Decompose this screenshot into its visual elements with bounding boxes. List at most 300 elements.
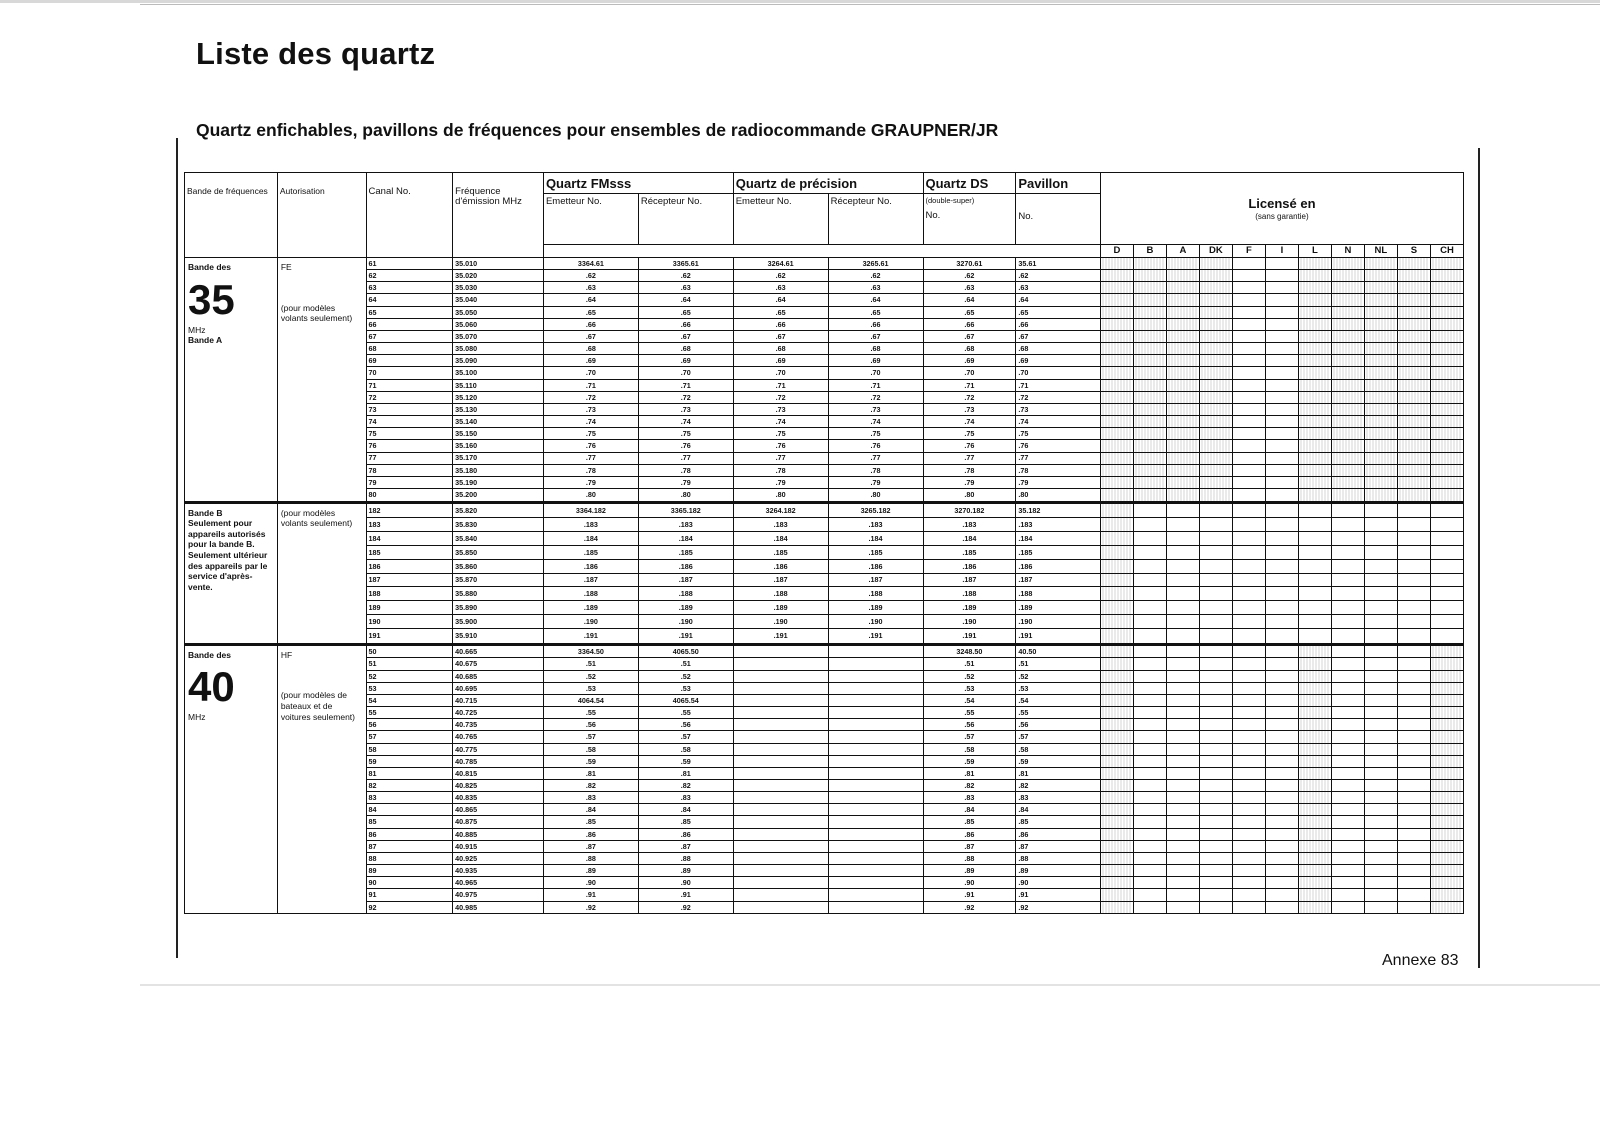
channel-cell: 75 [366, 428, 453, 440]
license-cell [1430, 258, 1463, 270]
license-cell [1232, 343, 1265, 355]
license-cell [1364, 694, 1397, 706]
frequency-cell: 40.695 [453, 682, 544, 694]
license-cell [1364, 294, 1397, 306]
license-cell [1397, 840, 1430, 852]
license-cell [1397, 682, 1430, 694]
license-cell [1133, 452, 1166, 464]
license-cell [1100, 901, 1133, 913]
frequency-cell: 35.200 [453, 488, 544, 502]
table-row [185, 559, 1464, 573]
precision-receiver-cell: .74 [828, 416, 923, 428]
license-cell [1166, 719, 1199, 731]
fmsss-emitter-cell: .69 [543, 355, 638, 367]
license-cell [1298, 476, 1331, 488]
license-cell [1199, 780, 1232, 792]
license-cell [1364, 391, 1397, 403]
table-row [185, 731, 1464, 743]
license-cell [1331, 559, 1364, 573]
license-cell [1430, 615, 1463, 629]
fmsss-receiver-cell: .74 [638, 416, 733, 428]
license-cell [1298, 464, 1331, 476]
license-cell [1298, 532, 1331, 546]
license-cell [1298, 306, 1331, 318]
fmsss-receiver-cell: .71 [638, 379, 733, 391]
ds-cell: .79 [923, 476, 1016, 488]
license-cell [1331, 682, 1364, 694]
precision-receiver-cell [828, 865, 923, 877]
pavillon-cell: .52 [1016, 670, 1101, 682]
fmsss-emitter-cell: .78 [543, 464, 638, 476]
license-cell [1265, 889, 1298, 901]
license-cell [1199, 318, 1232, 330]
fmsss-emitter-cell: .52 [543, 670, 638, 682]
fmsss-emitter-cell: .55 [543, 707, 638, 719]
license-cell [1199, 416, 1232, 428]
precision-receiver-cell: .188 [828, 587, 923, 601]
precision-receiver-cell: .72 [828, 391, 923, 403]
precision-emitter-cell [733, 877, 828, 889]
license-cell [1232, 865, 1265, 877]
license-cell [1331, 330, 1364, 342]
license-cell [1232, 707, 1265, 719]
table-row [185, 391, 1464, 403]
channel-cell: 182 [366, 502, 453, 518]
fmsss-receiver-cell: .183 [638, 518, 733, 532]
frequency-cell: 40.685 [453, 670, 544, 682]
license-cell [1199, 804, 1232, 816]
license-cell [1397, 901, 1430, 913]
license-cell [1232, 355, 1265, 367]
precision-receiver-cell [828, 901, 923, 913]
ds-cell: .91 [923, 889, 1016, 901]
license-cell [1430, 440, 1463, 452]
precision-emitter-cell [733, 707, 828, 719]
license-cell [1331, 270, 1364, 282]
pavillon-cell: 40.50 [1016, 644, 1101, 658]
fmsss-receiver-cell: .184 [638, 532, 733, 546]
license-cell [1100, 780, 1133, 792]
frequency-cell: 40.715 [453, 694, 544, 706]
license-cell [1397, 587, 1430, 601]
license-cell [1364, 559, 1397, 573]
license-cell [1430, 403, 1463, 415]
frequency-cell: 40.815 [453, 767, 544, 779]
fmsss-receiver-cell: .68 [638, 343, 733, 355]
license-cell [1397, 330, 1430, 342]
license-cell [1100, 476, 1133, 488]
fmsss-emitter-cell: 3364.182 [543, 502, 638, 518]
channel-cell: 72 [366, 391, 453, 403]
license-cell [1133, 828, 1166, 840]
precision-emitter-cell: .71 [733, 379, 828, 391]
precision-emitter-cell [733, 792, 828, 804]
license-cell [1232, 780, 1265, 792]
license-cell [1397, 755, 1430, 767]
header-group-precision: Quartz de précision [733, 173, 923, 194]
frequency-cell: 40.775 [453, 743, 544, 755]
license-cell [1265, 587, 1298, 601]
license-cell [1232, 755, 1265, 767]
license-cell [1166, 488, 1199, 502]
license-cell [1133, 573, 1166, 587]
license-cell [1364, 840, 1397, 852]
ds-cell: .80 [923, 488, 1016, 502]
pavillon-cell: .66 [1016, 318, 1101, 330]
pavillon-cell: .86 [1016, 828, 1101, 840]
fmsss-receiver-cell: .58 [638, 743, 733, 755]
license-cell [1265, 306, 1298, 318]
license-cell [1430, 852, 1463, 864]
fmsss-emitter-cell: .190 [543, 615, 638, 629]
channel-cell: 81 [366, 767, 453, 779]
license-cell [1265, 804, 1298, 816]
license-cell [1298, 403, 1331, 415]
license-cell [1430, 877, 1463, 889]
precision-emitter-cell: .74 [733, 416, 828, 428]
authorization-text: HF [280, 649, 293, 660]
pavillon-cell: .183 [1016, 518, 1101, 532]
license-cell [1199, 464, 1232, 476]
license-cell [1100, 294, 1133, 306]
license-cell [1199, 828, 1232, 840]
authorization-cell [277, 258, 366, 503]
precision-emitter-cell [733, 682, 828, 694]
channel-cell: 65 [366, 306, 453, 318]
fmsss-receiver-cell: .62 [638, 270, 733, 282]
fmsss-emitter-cell: .79 [543, 476, 638, 488]
license-cell [1265, 877, 1298, 889]
license-cell [1166, 755, 1199, 767]
license-cell [1298, 816, 1331, 828]
ds-cell: .78 [923, 464, 1016, 476]
precision-receiver-cell [828, 852, 923, 864]
precision-emitter-cell [733, 901, 828, 913]
license-cell [1100, 318, 1133, 330]
license-cell [1265, 488, 1298, 502]
license-cell [1298, 258, 1331, 270]
license-cell [1298, 804, 1331, 816]
fmsss-emitter-cell: .184 [543, 532, 638, 546]
license-cell [1265, 840, 1298, 852]
license-cell [1232, 379, 1265, 391]
fmsss-receiver-cell: .52 [638, 670, 733, 682]
license-cell [1166, 258, 1199, 270]
license-cell [1133, 707, 1166, 719]
license-cell [1364, 877, 1397, 889]
license-cell [1397, 816, 1430, 828]
license-cell [1199, 391, 1232, 403]
license-cell [1232, 587, 1265, 601]
precision-emitter-cell: .64 [733, 294, 828, 306]
page-footer: Annexe 83 [1382, 952, 1459, 969]
license-cell [1100, 428, 1133, 440]
fmsss-receiver-cell: .79 [638, 476, 733, 488]
pavillon-cell: .185 [1016, 545, 1101, 559]
fmsss-receiver-cell: .66 [638, 318, 733, 330]
fmsss-receiver-cell: .190 [638, 615, 733, 629]
license-cell [1298, 343, 1331, 355]
frequency-cell: 35.030 [453, 282, 544, 294]
license-cell [1397, 731, 1430, 743]
license-cell [1265, 559, 1298, 573]
license-cell [1397, 767, 1430, 779]
license-cell [1133, 545, 1166, 559]
license-cell [1166, 318, 1199, 330]
precision-emitter-cell [733, 731, 828, 743]
license-cell [1265, 615, 1298, 629]
fmsss-receiver-cell: .55 [638, 707, 733, 719]
ds-cell: .54 [923, 694, 1016, 706]
license-cell [1232, 367, 1265, 379]
band-number: 35 [188, 275, 235, 323]
license-cell [1331, 428, 1364, 440]
license-cell [1298, 428, 1331, 440]
fmsss-emitter-cell: .81 [543, 767, 638, 779]
license-cell [1232, 889, 1265, 901]
license-cell [1199, 488, 1232, 502]
license-cell [1133, 343, 1166, 355]
license-cell [1298, 694, 1331, 706]
license-cell [1298, 670, 1331, 682]
license-cell [1199, 658, 1232, 670]
right-margin-rule [1478, 148, 1480, 968]
pavillon-cell: 35.61 [1016, 258, 1101, 270]
license-cell [1298, 355, 1331, 367]
channel-cell: 61 [366, 258, 453, 270]
header-precision-emitter: Emetteur No. [733, 194, 828, 245]
license-cell [1133, 518, 1166, 532]
frequency-cell: 35.020 [453, 270, 544, 282]
frequency-cell: 35.910 [453, 629, 544, 645]
license-cell [1265, 852, 1298, 864]
license-cell [1199, 743, 1232, 755]
band-unit: MHz [188, 712, 206, 723]
license-cell [1397, 476, 1430, 488]
license-cell [1397, 658, 1430, 670]
license-cell [1298, 658, 1331, 670]
license-cell [1199, 865, 1232, 877]
band-unit: MHz [188, 324, 206, 335]
license-cell [1166, 573, 1199, 587]
authorization-text: (pour modèles volants seulement) [280, 507, 353, 529]
license-cell [1331, 780, 1364, 792]
precision-emitter-cell [733, 743, 828, 755]
precision-receiver-cell [828, 658, 923, 670]
license-cell [1166, 889, 1199, 901]
ds-cell: .185 [923, 545, 1016, 559]
fmsss-emitter-cell: .62 [543, 270, 638, 282]
table-row [185, 355, 1464, 367]
license-cell [1430, 682, 1463, 694]
license-cell [1232, 306, 1265, 318]
license-cell [1166, 391, 1199, 403]
license-cell [1331, 416, 1364, 428]
band-title: Bande des [188, 649, 231, 660]
license-cell [1298, 865, 1331, 877]
license-cell [1265, 379, 1298, 391]
license-cell [1397, 792, 1430, 804]
license-cell [1199, 615, 1232, 629]
precision-emitter-cell [733, 658, 828, 670]
license-cell [1100, 282, 1133, 294]
license-cell [1100, 694, 1133, 706]
header-license-sub: (sans garantie) [1255, 211, 1309, 221]
license-cell [1397, 573, 1430, 587]
fmsss-emitter-cell: .57 [543, 731, 638, 743]
channel-cell: 58 [366, 743, 453, 755]
frequency-cell: 35.160 [453, 440, 544, 452]
precision-receiver-cell: .68 [828, 343, 923, 355]
precision-emitter-cell: .67 [733, 330, 828, 342]
license-cell [1199, 306, 1232, 318]
table-row [185, 694, 1464, 706]
license-cell [1100, 330, 1133, 342]
header-group-fmsss: Quartz FMsss [543, 173, 733, 194]
license-cell [1397, 532, 1430, 546]
license-cell [1166, 476, 1199, 488]
license-cell [1232, 767, 1265, 779]
license-cell [1265, 403, 1298, 415]
license-cell [1232, 416, 1265, 428]
license-cell [1265, 743, 1298, 755]
frequency-cell: 35.050 [453, 306, 544, 318]
license-cell [1364, 403, 1397, 415]
license-cell [1397, 379, 1430, 391]
license-cell [1133, 901, 1166, 913]
license-cell [1331, 877, 1364, 889]
precision-emitter-cell [733, 694, 828, 706]
table-row [185, 488, 1464, 502]
license-cell [1166, 780, 1199, 792]
table-row [185, 452, 1464, 464]
license-cell [1364, 755, 1397, 767]
table-row [185, 767, 1464, 779]
license-cell [1364, 343, 1397, 355]
fmsss-receiver-cell: .84 [638, 804, 733, 816]
precision-emitter-cell: .78 [733, 464, 828, 476]
license-cell [1430, 670, 1463, 682]
fmsss-receiver-cell: .77 [638, 452, 733, 464]
license-cell [1265, 682, 1298, 694]
license-cell [1265, 694, 1298, 706]
channel-cell: 67 [366, 330, 453, 342]
license-cell [1397, 391, 1430, 403]
license-cell [1397, 694, 1430, 706]
pavillon-cell: .53 [1016, 682, 1101, 694]
channel-cell: 183 [366, 518, 453, 532]
table-row [185, 889, 1464, 901]
ds-cell: .66 [923, 318, 1016, 330]
ds-cell: .64 [923, 294, 1016, 306]
table-row [185, 464, 1464, 476]
license-cell [1331, 476, 1364, 488]
license-cell [1430, 532, 1463, 546]
license-cell [1430, 629, 1463, 645]
pavillon-cell: .67 [1016, 330, 1101, 342]
license-cell [1133, 367, 1166, 379]
frequency-cell: 35.900 [453, 615, 544, 629]
license-cell [1133, 282, 1166, 294]
frequency-cell: 35.060 [453, 318, 544, 330]
license-cell [1100, 644, 1133, 658]
precision-receiver-cell [828, 767, 923, 779]
table-row [185, 294, 1464, 306]
fmsss-receiver-cell: .185 [638, 545, 733, 559]
table-row [185, 258, 1464, 270]
license-cell [1298, 780, 1331, 792]
license-cell [1100, 767, 1133, 779]
precision-emitter-cell: .189 [733, 601, 828, 615]
precision-emitter-cell: .80 [733, 488, 828, 502]
pavillon-cell: .57 [1016, 731, 1101, 743]
license-cell [1100, 889, 1133, 901]
channel-cell: 66 [366, 318, 453, 330]
frequency-cell: 40.975 [453, 889, 544, 901]
license-cell [1100, 464, 1133, 476]
precision-receiver-cell: .76 [828, 440, 923, 452]
country-header: I [1265, 245, 1298, 258]
frequency-cell: 40.875 [453, 816, 544, 828]
license-cell [1298, 318, 1331, 330]
license-cell [1133, 644, 1166, 658]
band-cell [185, 258, 278, 503]
table-row [185, 840, 1464, 852]
frequency-cell: 35.110 [453, 379, 544, 391]
fmsss-receiver-cell: .76 [638, 440, 733, 452]
license-cell [1430, 731, 1463, 743]
fmsss-emitter-cell: .74 [543, 416, 638, 428]
license-cell [1364, 682, 1397, 694]
license-cell [1331, 403, 1364, 415]
license-cell [1331, 889, 1364, 901]
license-cell [1199, 502, 1232, 518]
license-cell [1430, 464, 1463, 476]
license-cell [1100, 270, 1133, 282]
license-cell [1232, 601, 1265, 615]
fmsss-emitter-cell: 3364.61 [543, 258, 638, 270]
license-cell [1232, 428, 1265, 440]
frequency-cell: 35.080 [453, 343, 544, 355]
country-header: S [1397, 245, 1430, 258]
ds-cell: .73 [923, 403, 1016, 415]
fmsss-receiver-cell: .63 [638, 282, 733, 294]
license-cell [1199, 476, 1232, 488]
table-row [185, 403, 1464, 415]
license-cell [1166, 440, 1199, 452]
license-cell [1430, 601, 1463, 615]
precision-receiver-cell [828, 694, 923, 706]
frequency-cell: 40.765 [453, 731, 544, 743]
frequency-cell: 35.850 [453, 545, 544, 559]
license-cell [1364, 440, 1397, 452]
license-cell [1430, 901, 1463, 913]
license-cell [1397, 865, 1430, 877]
pavillon-cell: .51 [1016, 658, 1101, 670]
license-cell [1133, 670, 1166, 682]
license-cell [1397, 889, 1430, 901]
license-cell [1397, 440, 1430, 452]
pavillon-cell: .187 [1016, 573, 1101, 587]
table-row [185, 804, 1464, 816]
license-cell [1430, 282, 1463, 294]
table-row [185, 587, 1464, 601]
fmsss-emitter-cell: .188 [543, 587, 638, 601]
precision-emitter-cell: .186 [733, 559, 828, 573]
header-precision-receiver: Récepteur No. [828, 194, 923, 245]
license-cell [1397, 464, 1430, 476]
pavillon-cell: .70 [1016, 367, 1101, 379]
